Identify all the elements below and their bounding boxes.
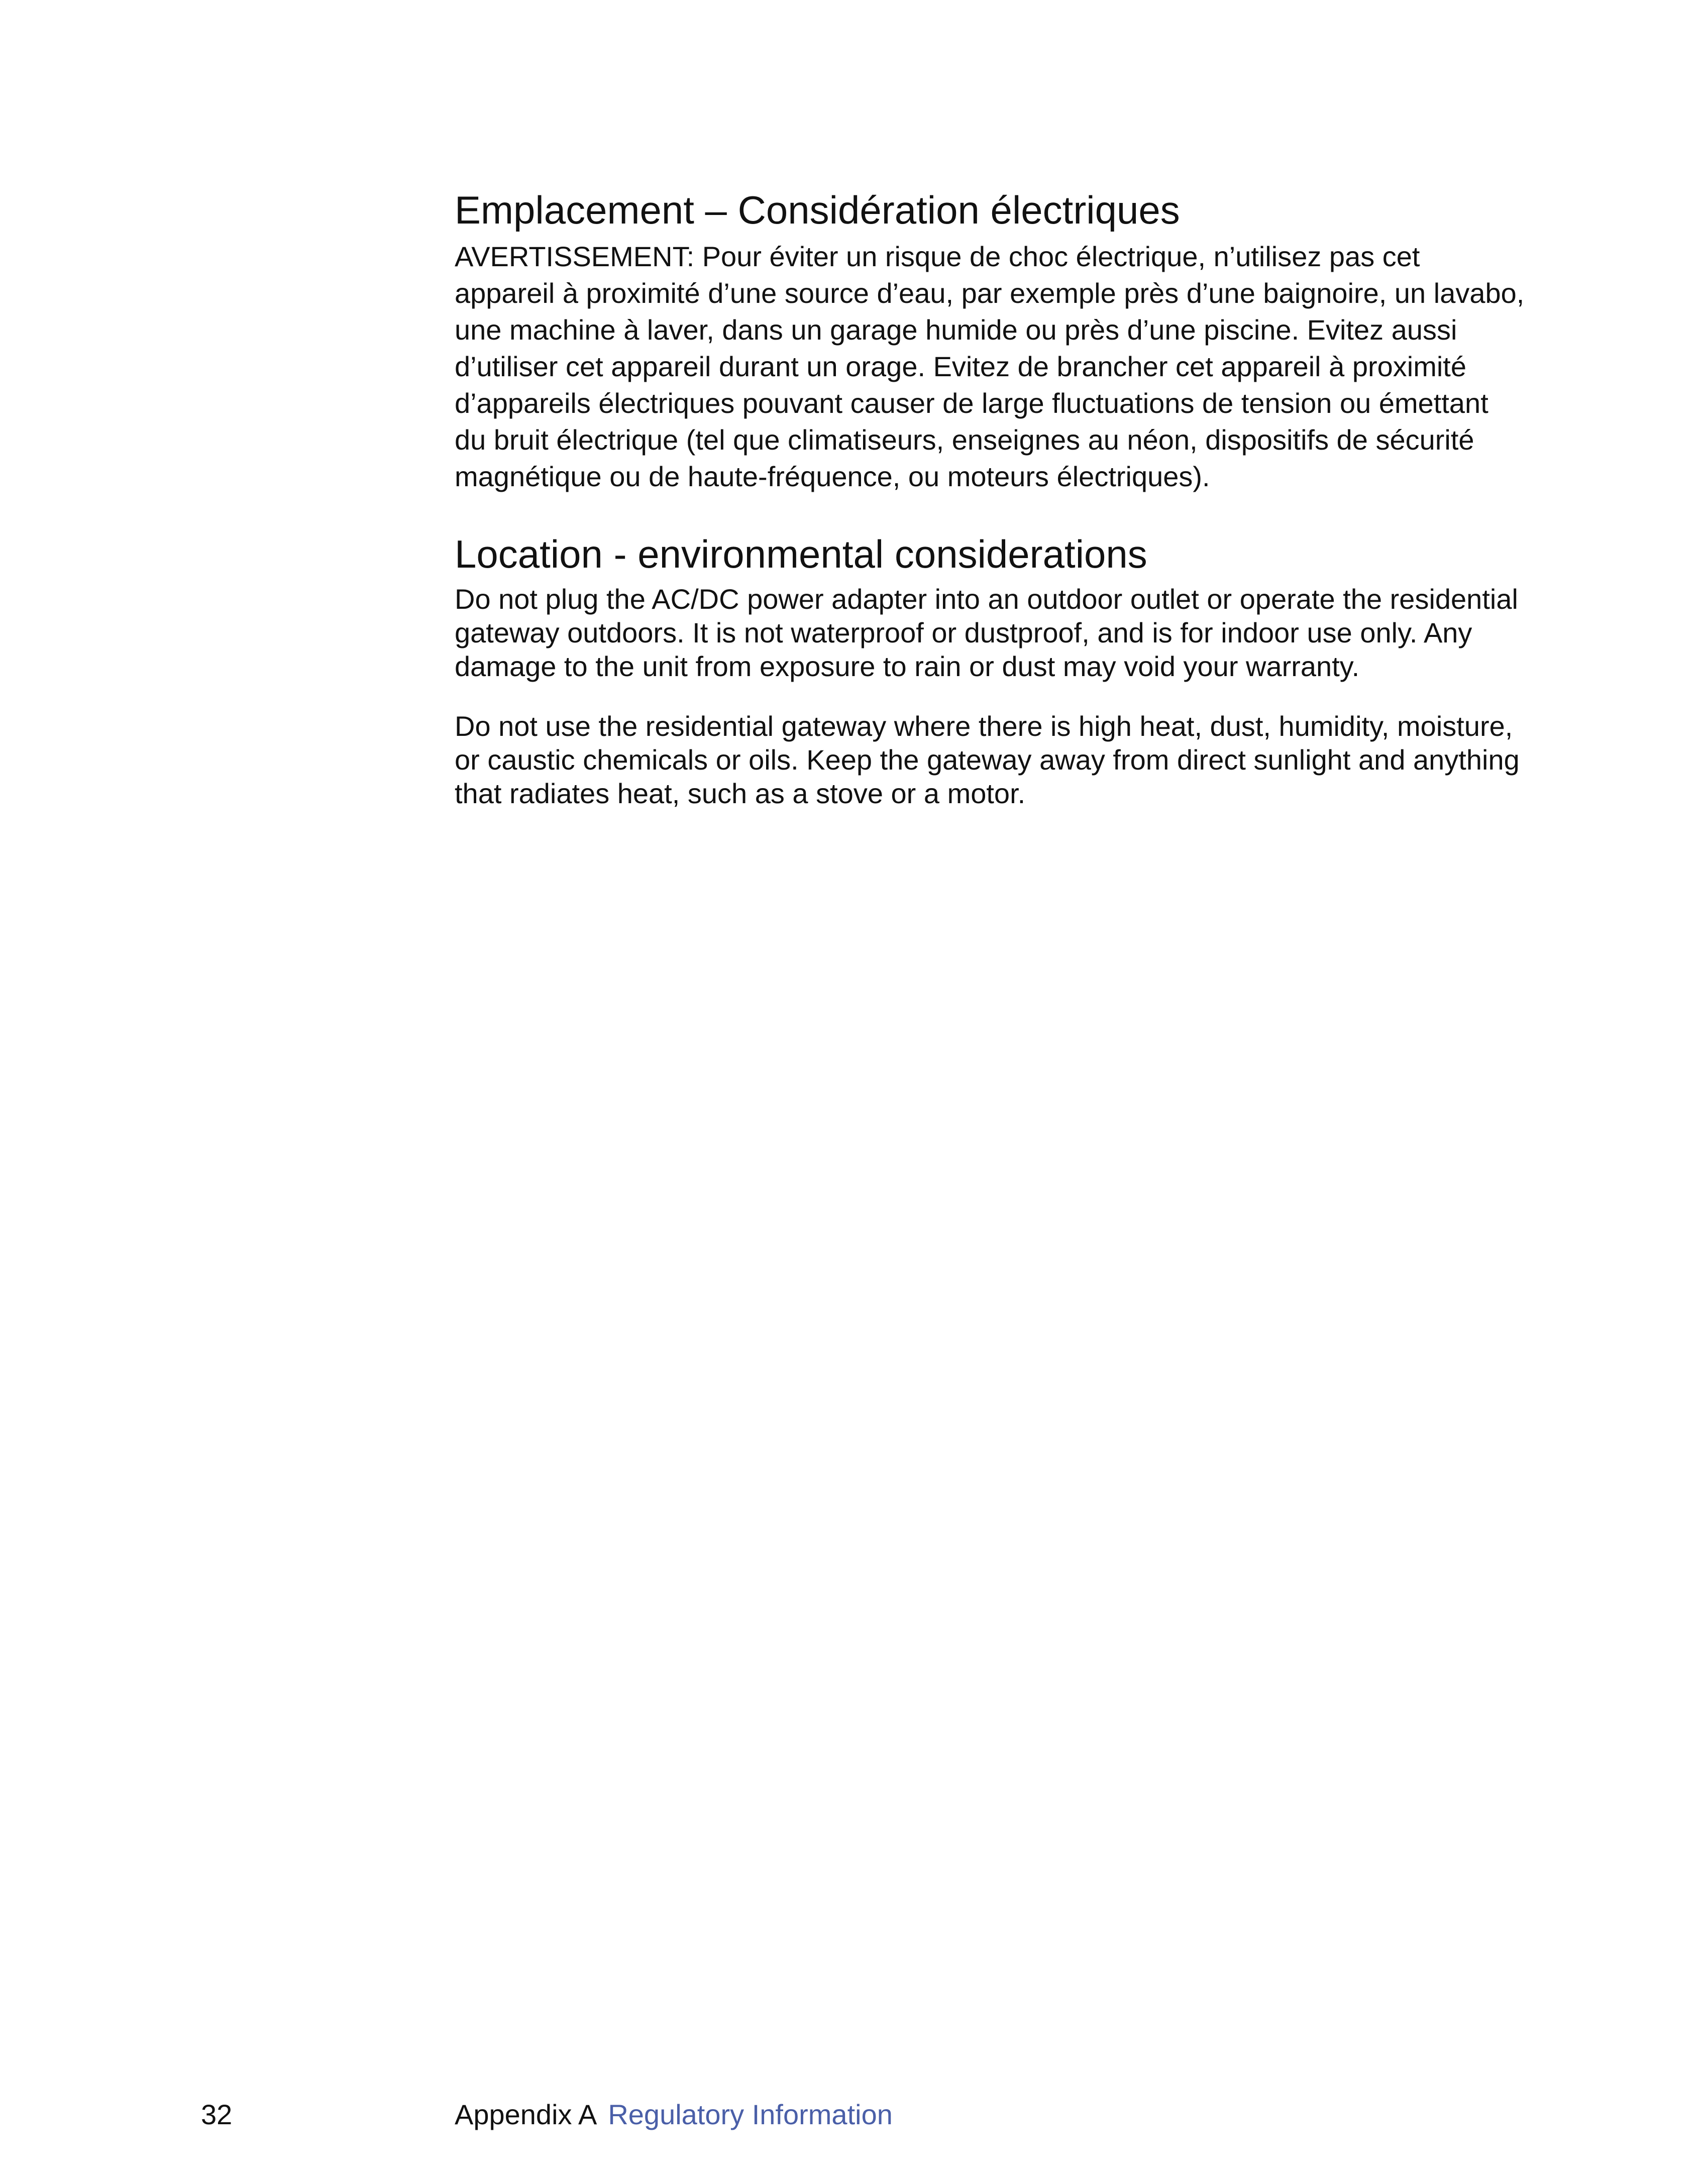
section-paragraph: Do not use the residential gateway where there is high heat, dust, humidity, moisture, or caustic chemicals or oils. Keep the gateway away from direct sunlight and anything that radiates heat, such as a stove or a motor.	[455, 710, 1520, 809]
section-heading: Emplacement – Considération électriques	[455, 188, 1180, 232]
page-number: 32	[201, 2099, 233, 2130]
appendix-label: Appendix A	[455, 2099, 597, 2130]
section-paragraph: AVERTISSEMENT: Pour éviter un risque de choc électrique, n’utilisez pas cet appareil à proximité d’une source d’eau, par exemple près d’une baignoire, un lavabo, une machine à laver, dans un garage humide ou près d’une piscine. Evitez aussi d’utiliser cet appareil durant un orage. Evitez de brancher cet appareil à proximité d’appareils électriques pouvant causer de large fluctuations de tension ou émettant du bruit électrique (tel que climatiseurs, enseignes au néon, dispositifs de sécurité magnétique ou de haute-fréquence, ou moteurs électriques).	[455, 241, 1525, 492]
appendix-title-link[interactable]: Regulatory Information	[608, 2099, 893, 2130]
appendix-reference	[455, 2095, 893, 2135]
section-electrical	[455, 186, 1525, 495]
section-heading: Location - environmental considerations	[455, 532, 1147, 576]
main-content	[455, 186, 1525, 810]
page-footer	[0, 2095, 1708, 2135]
section-environmental	[455, 530, 1525, 810]
section-paragraph: Do not plug the AC/DC power adapter into an outdoor outlet or operate the residential gateway outdoors. It is not waterproof or dustproof, and is for indoor use only. Any damage to the unit from exposure to rain or dust may void your warranty.	[455, 583, 1518, 682]
